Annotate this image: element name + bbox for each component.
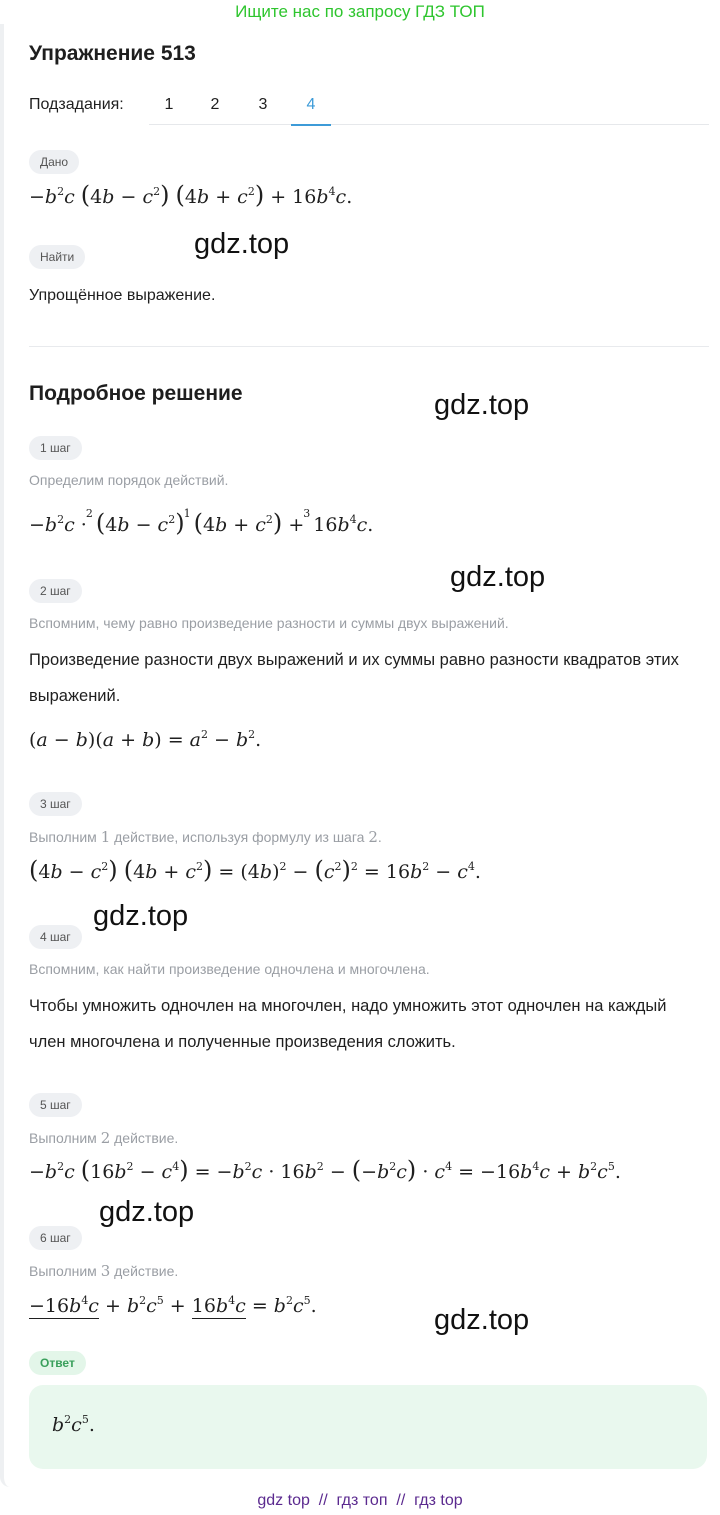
step-3-note-num2: 2 [368,828,378,846]
step-1-pill: 1 шаг [29,436,82,460]
solution-title: Подробное решение [29,382,243,405]
tab-4[interactable]: 4 [291,96,331,114]
step-4-text: Чтобы умножить одночлен на многочлен, надо умножить этот одночлен на каждый член многочлена и полученные произведения сложить. [29,997,667,1051]
step-3-note-after: . [377,829,382,845]
step-2-pill: 2 шаг [29,579,82,603]
section-divider [29,346,709,347]
step-3-note-num1: 1 [100,828,111,846]
step-3-expression: $(4b - c^2)$ $(4b + c^2) = (4b)^2 - (c^2)^2 = 16b^2 - c^4$. [29,856,481,884]
find-pill: Найти [29,245,85,269]
step-5-note-after: действие. [114,1130,179,1146]
watermark: gdz.top [450,561,546,593]
step-3-note-middle: действие, используя формулу из шага [114,829,365,845]
answer-pill: Ответ [29,1351,86,1375]
tab-1[interactable]: 1 [164,96,174,113]
step-5-note-before: Выполним [29,1130,97,1146]
answer-expression: $b^2c^5$. [52,1413,95,1436]
step-1-note: Определим порядок действий. [29,472,229,488]
answer-box [29,1385,707,1469]
watermark: gdz.top [99,1196,195,1228]
step-2-formula: $(a - b)(a + b) = a^2 - b^2$. [29,728,262,751]
step-2-note: Вспомним, чему равно произведение разности и суммы двух выражений. [29,615,509,631]
subtasks-underline [149,124,709,125]
given-pill: Дано [29,150,79,174]
step-4-pill: 4 шаг [29,925,82,949]
step-3-note [29,828,382,846]
step-1-expression: $-b^2c \cdot^2$ $(4b - c^2)^1$ $(4b + c^2) +^3$ $16b^4c$. [29,507,374,537]
tab-2[interactable]: 2 [210,96,220,113]
step-6-note-num: 3 [100,1262,111,1280]
step-6-expression: $-16b^4c + b^2c^5 + 16b^4c = b^2c^5$. [29,1294,317,1317]
watermark: gdz.top [434,389,530,421]
step-5-note-num: 2 [100,1129,111,1147]
subtasks-label: Подзадания: [29,96,124,113]
step-5-note [29,1129,178,1147]
step-3-pill: 3 шаг [29,792,82,816]
step-4-note: Вспомним, как найти произведение одночлена и многочлена. [29,961,430,977]
given-expression: $-b^2c$ $(4b - c^2)$ $(4b + c^2) + 16b^4c$. [29,181,353,209]
top-banner: Ищите нас по запросу ГДЗ ТОП [235,2,485,21]
find-text: Упрощённое выражение. [29,287,216,304]
step-3-note-before: Выполним [29,829,97,845]
step-6-pill: 6 шаг [29,1226,82,1250]
footer-links[interactable]: gdz top // гдз топ // гдз top [257,1492,463,1509]
exercise-title: Упражнение 513 [29,42,196,65]
step-5-pill: 5 шаг [29,1093,82,1117]
step-6-note-before: Выполним [29,1263,97,1279]
tab-3[interactable]: 3 [258,96,268,113]
watermark: gdz.top [194,228,290,260]
step-5-expression: $-b^2c$ $(16b^2 - c^4) = -b^2c \cdot 16b^2 - (-b^2c) \cdot c^4 = -16b^4c + b^2c^5$. [29,1156,621,1184]
watermark: gdz.top [93,900,189,932]
step-2-text: Произведение разности двух выражений и их суммы равно разности квадратов этих выражений. [29,651,679,705]
step-6-note [29,1262,178,1280]
watermark: gdz.top [434,1304,530,1336]
step-6-note-after: действие. [114,1263,179,1279]
